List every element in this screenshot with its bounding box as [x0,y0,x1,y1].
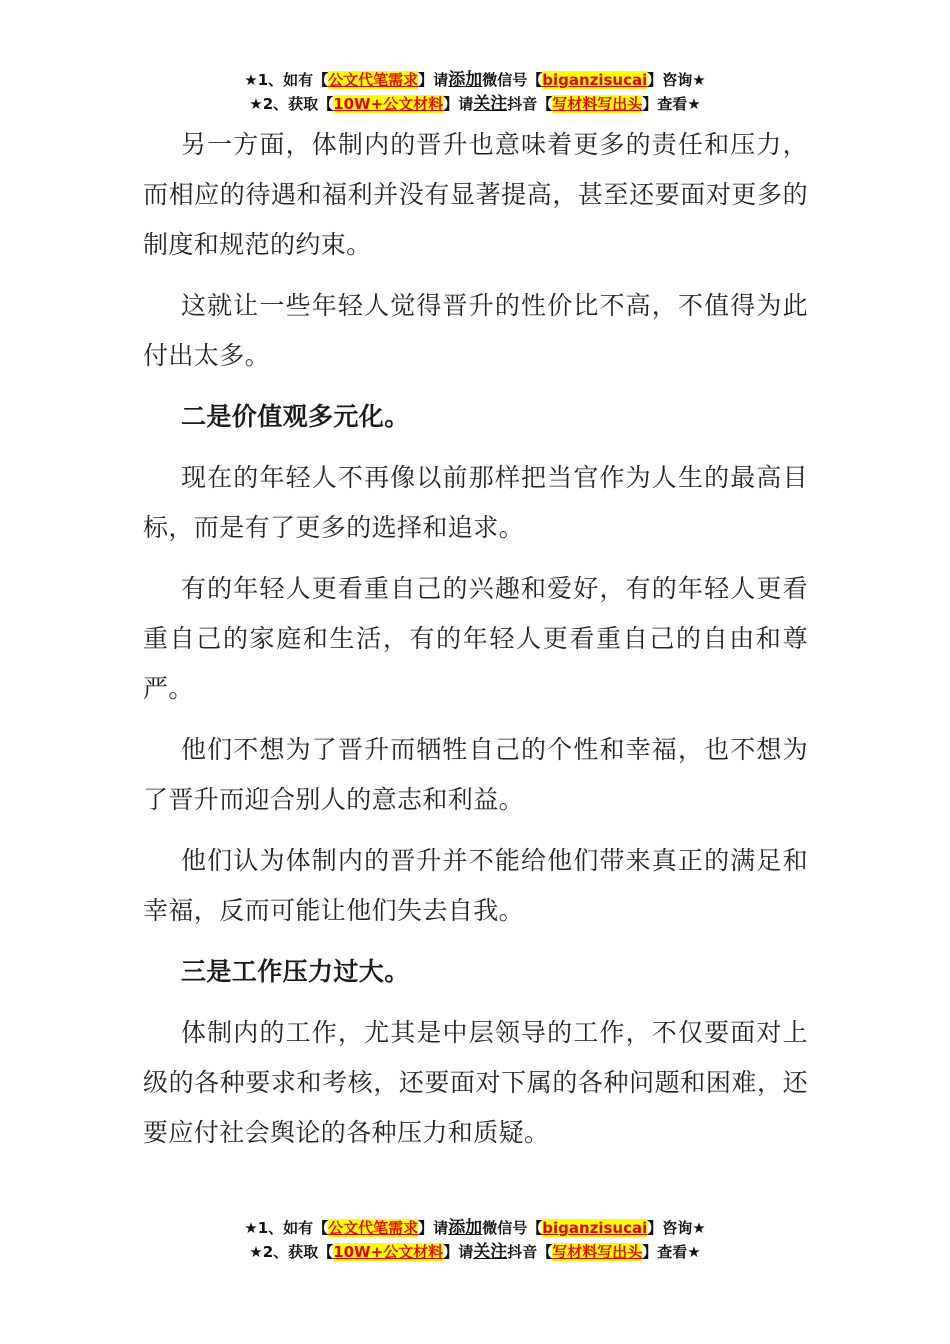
banner-text: 微信号【 [482,1219,543,1237]
banner-line-2 [0,1240,950,1264]
banner-line-1 [0,1216,950,1240]
banner-text: 】请 [418,1219,449,1237]
body-paragraph: 这就让一些年轻人觉得晋升的性价比不高，不值得为此付出太多。 [143,291,808,370]
banner-line-1 [0,68,950,92]
header-banner [0,68,950,116]
highlight-wechat-id: biganzisucai [542,1219,648,1237]
banner-emphasis: 关注 [473,94,508,114]
highlight-douyin-account: 写材料写出头 [552,95,643,113]
banner-text: 】查看★ [642,95,701,113]
body-paragraph: 另一方面，体制内的晋升也意味着更多的责任和压力，而相应的待遇和福利并没有显著提高，甚至还要面对更多的制度和规范的约束。 [143,130,808,259]
banner-emphasis: 添加 [448,1218,483,1238]
banner-text: ★1、如有【 [244,1219,329,1237]
document-body [143,120,808,1169]
banner-emphasis: 添加 [448,70,483,90]
footer-banner [0,1216,950,1264]
highlight-materials: 10W+公文材料 [333,95,444,113]
banner-text: ★1、如有【 [244,71,329,89]
body-paragraph: 他们认为体制内的晋升并不能给他们带来真正的满足和幸福，反而可能让他们失去自我。 [143,846,808,925]
body-paragraph: 有的年轻人更看重自己的兴趣和爱好，有的年轻人更看重自己的家庭和生活，有的年轻人更看重自己的自由和尊严。 [143,574,808,703]
body-paragraph: 现在的年轻人不再像以前那样把当官作为人生的最高目标，而是有了更多的选择和追求。 [143,463,808,542]
banner-text: ★2、获取【 [249,1243,334,1261]
banner-text: 】请 [443,95,474,113]
banner-text: 抖音【 [507,95,553,113]
highlight-wechat-id: biganzisucai [542,71,648,89]
highlight-materials: 10W+公文材料 [333,1243,444,1261]
banner-text: 微信号【 [482,71,543,89]
body-paragraph: 他们不想为了晋升而牺牲自己的个性和幸福，也不想为了晋升而迎合别人的意志和利益。 [143,735,808,814]
banner-text: 】咨询★ [647,71,706,89]
banner-text: 】咨询★ [647,1219,706,1237]
banner-text: 】请 [443,1243,474,1261]
banner-line-2 [0,92,950,116]
banner-text: 抖音【 [507,1243,553,1261]
highlight-service: 公文代笔需求 [328,71,419,89]
section-heading: 三是工作压力过大。 [181,957,410,986]
body-paragraph: 体制内的工作，尤其是中层领导的工作，不仅要面对上级的各种要求和考核，还要面对下属的各种问题和困难，还要应付社会舆论的各种压力和质疑。 [143,1018,808,1147]
banner-text: 】查看★ [642,1243,701,1261]
banner-text: ★2、获取【 [249,95,334,113]
highlight-service: 公文代笔需求 [328,1219,419,1237]
banner-text: 】请 [418,71,449,89]
section-heading: 二是价值观多元化。 [181,402,410,431]
highlight-douyin-account: 写材料写出头 [552,1243,643,1261]
banner-emphasis: 关注 [473,1242,508,1262]
